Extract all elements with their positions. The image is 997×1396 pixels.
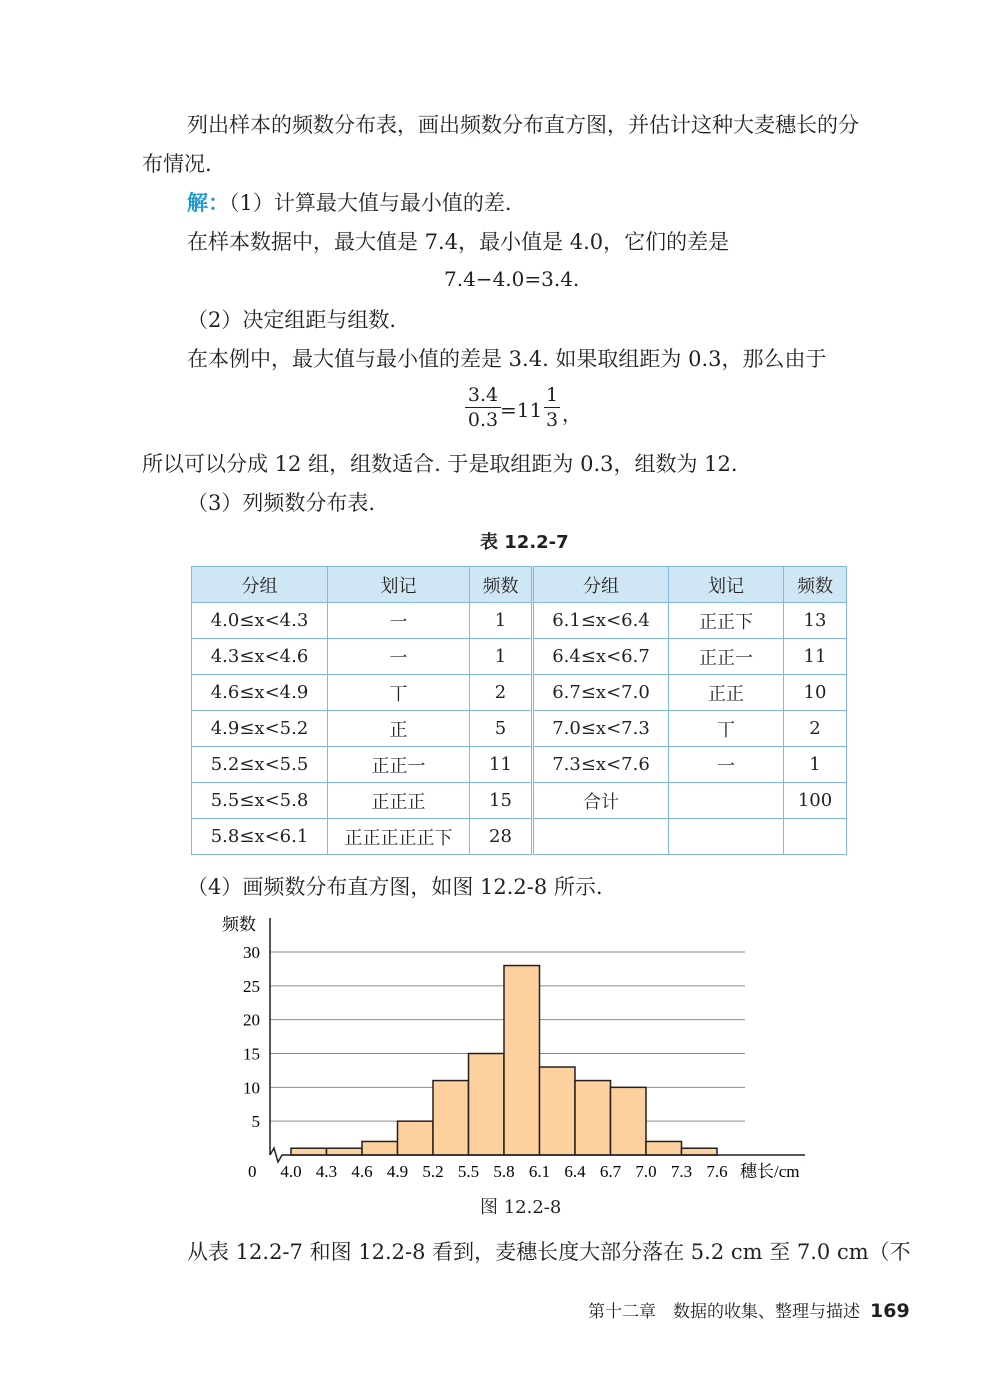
table-cell: 7.3≤x<7.6 bbox=[533, 747, 669, 783]
x-tick-label: 7.0 bbox=[635, 1162, 657, 1181]
y-tick-labels bbox=[243, 943, 260, 1131]
step4-heading: （4）画频数分布直方图，如图 12.2-8 所示. bbox=[187, 875, 603, 899]
x-tick-label: 5.5 bbox=[457, 1162, 480, 1181]
table-cell: 4.3≤x<4.6 bbox=[192, 639, 328, 675]
table-cell: 5.5≤x<5.8 bbox=[192, 783, 328, 819]
fraction-denominator: 0.3 bbox=[467, 409, 499, 431]
table-cell: 5 bbox=[470, 711, 533, 747]
table-cell: 丅 bbox=[669, 711, 784, 747]
table-cell: 一 bbox=[328, 603, 470, 639]
histogram-bar bbox=[646, 1141, 682, 1155]
x-tick-labels bbox=[280, 1162, 727, 1181]
table-cell: 5.8≤x<6.1 bbox=[192, 819, 328, 855]
table-cell: 丅 bbox=[328, 675, 470, 711]
histogram-bar bbox=[398, 1121, 434, 1155]
step2-heading: （2）决定组距与组数. bbox=[187, 308, 397, 332]
table-row bbox=[192, 639, 847, 675]
histogram-bar bbox=[362, 1141, 398, 1155]
step1-text: 在样本数据中，最大值是 7.4，最小值是 4.0，它们的差是 bbox=[187, 230, 730, 254]
table-cell: 4.6≤x<4.9 bbox=[192, 675, 328, 711]
header-freq-right: 频数 bbox=[784, 567, 847, 603]
x-tick-label: 6.4 bbox=[564, 1162, 586, 1181]
histogram-bar bbox=[611, 1087, 647, 1155]
table-cell: 28 bbox=[470, 819, 533, 855]
x-axis-label: 穗长/cm bbox=[740, 1162, 800, 1181]
table-cell: 13 bbox=[784, 603, 847, 639]
table-cell: 10 bbox=[784, 675, 847, 711]
y-axis-label: 频数 bbox=[222, 915, 256, 934]
x-tick-label: 7.6 bbox=[706, 1162, 728, 1181]
table-cell: 正正一 bbox=[669, 639, 784, 675]
histogram-bar bbox=[540, 1067, 576, 1155]
table-cell: 2 bbox=[470, 675, 533, 711]
fraction-one-third bbox=[544, 384, 560, 431]
y-tick-label: 5 bbox=[251, 1112, 260, 1132]
step3-heading: （3）列频数分布表. bbox=[187, 491, 376, 515]
fraction2-numerator: 1 bbox=[545, 384, 559, 406]
table-cell: 合计 bbox=[533, 783, 669, 819]
table-cell: 5.2≤x<5.5 bbox=[192, 747, 328, 783]
fraction-3.4-over-0.3 bbox=[465, 384, 501, 431]
y-tick-label: 15 bbox=[243, 1044, 260, 1064]
table-cell: 4.0≤x<4.3 bbox=[192, 603, 328, 639]
table-cell: 6.7≤x<7.0 bbox=[533, 675, 669, 711]
histogram-bar bbox=[291, 1148, 327, 1155]
table-cell: 1 bbox=[470, 639, 533, 675]
histogram-chart bbox=[210, 905, 830, 1190]
step2-text: 在本例中，最大值与最小值的差是 3.4. 如果取组距为 0.3，那么由于 bbox=[187, 347, 827, 371]
table-cell: 11 bbox=[470, 747, 533, 783]
x-tick-label: 5.2 bbox=[422, 1162, 444, 1181]
y-tick-label: 30 bbox=[243, 943, 260, 962]
table-cell: 6.4≤x<6.7 bbox=[533, 639, 669, 675]
table-cell: 100 bbox=[784, 783, 847, 819]
header-tally-right: 划记 bbox=[669, 567, 784, 603]
header-group-left: 分组 bbox=[192, 567, 328, 603]
step2-conclusion: 所以可以分成 12 组，组数适合. 于是取组距为 0.3，组数为 12. bbox=[142, 452, 738, 476]
header-tally-left: 划记 bbox=[328, 567, 470, 603]
table-cell bbox=[784, 819, 847, 855]
paragraph-1b: 布情况. bbox=[142, 152, 212, 176]
histogram-bar bbox=[682, 1148, 718, 1155]
solution-step1-line bbox=[187, 189, 512, 217]
fraction-trailing-comma: ， bbox=[562, 402, 582, 426]
table-cell bbox=[669, 819, 784, 855]
table-row bbox=[192, 603, 847, 639]
step1-heading: （1）计算最大值与最小值的差. bbox=[229, 191, 512, 215]
x-tick-label: 4.6 bbox=[351, 1162, 373, 1181]
header-group-right: 分组 bbox=[533, 567, 669, 603]
fraction-equals: =11 bbox=[500, 398, 543, 422]
page-number: 169 bbox=[870, 1300, 910, 1322]
table-caption: 表 12.2-7 bbox=[480, 532, 569, 553]
origin-label: 0 bbox=[248, 1162, 257, 1181]
y-tick-label: 20 bbox=[243, 1010, 260, 1030]
table-cell: 1 bbox=[784, 747, 847, 783]
histogram-bar bbox=[575, 1081, 611, 1155]
solution-label: 解： bbox=[187, 190, 229, 215]
x-tick-label: 6.1 bbox=[528, 1162, 551, 1181]
step1-formula: 7.4−4.0=3.4. bbox=[444, 267, 580, 291]
table-cell: 11 bbox=[784, 639, 847, 675]
table-header-row bbox=[192, 567, 847, 603]
paragraph-1a: 列出样本的频数分布表，画出频数分布直方图，并估计这种大麦穗长的分 bbox=[187, 113, 859, 137]
fraction-numerator: 3.4 bbox=[465, 384, 501, 408]
table-cell: 正正一 bbox=[328, 747, 470, 783]
table-cell: 7.0≤x<7.3 bbox=[533, 711, 669, 747]
table-cell: 正正正正正下 bbox=[328, 819, 470, 855]
table-cell: 4.9≤x<5.2 bbox=[192, 711, 328, 747]
x-tick-label: 6.7 bbox=[599, 1162, 622, 1181]
chapter-title: 第十二章 数据的收集、整理与描述 bbox=[588, 1302, 860, 1322]
fraction2-denominator: 3 bbox=[545, 409, 559, 431]
table-cell: 15 bbox=[470, 783, 533, 819]
table-cell: 正正下 bbox=[669, 603, 784, 639]
table-cell: 一 bbox=[328, 639, 470, 675]
histogram-bar bbox=[327, 1148, 363, 1155]
table-cell: 正 bbox=[328, 711, 470, 747]
figure-caption: 图 12.2-8 bbox=[480, 1197, 562, 1218]
y-tick-label: 25 bbox=[243, 976, 260, 996]
closing-paragraph: 从表 12.2-7 和图 12.2-8 看到，麦穗长度大部分落在 5.2 cm 至 7.0 cm（不 bbox=[187, 1240, 911, 1264]
table-cell: 2 bbox=[784, 711, 847, 747]
histogram-bar bbox=[433, 1081, 469, 1155]
table-cell: 一 bbox=[669, 747, 784, 783]
frequency-table bbox=[191, 566, 847, 855]
x-tick-label: 5.8 bbox=[493, 1162, 515, 1181]
table-cell bbox=[533, 819, 669, 855]
histogram-bar bbox=[504, 966, 540, 1155]
table-cell: 6.1≤x<6.4 bbox=[533, 603, 669, 639]
table-row bbox=[192, 783, 847, 819]
table-cell: 正正正 bbox=[328, 783, 470, 819]
x-tick-label: 7.3 bbox=[670, 1162, 693, 1181]
page-footer bbox=[588, 1297, 910, 1322]
y-tick-label: 10 bbox=[243, 1078, 260, 1098]
table-cell: 正正 bbox=[669, 675, 784, 711]
x-tick-label: 4.9 bbox=[386, 1162, 409, 1181]
table-row bbox=[192, 819, 847, 855]
table-cell bbox=[669, 783, 784, 819]
table-cell: 1 bbox=[470, 603, 533, 639]
table-row bbox=[192, 747, 847, 783]
table-row bbox=[192, 675, 847, 711]
bars bbox=[291, 966, 717, 1155]
table-row bbox=[192, 711, 847, 747]
header-freq-left: 频数 bbox=[470, 567, 533, 603]
x-tick-label: 4.3 bbox=[315, 1162, 338, 1181]
x-tick-label: 4.0 bbox=[280, 1162, 302, 1181]
histogram-bar bbox=[469, 1054, 505, 1156]
